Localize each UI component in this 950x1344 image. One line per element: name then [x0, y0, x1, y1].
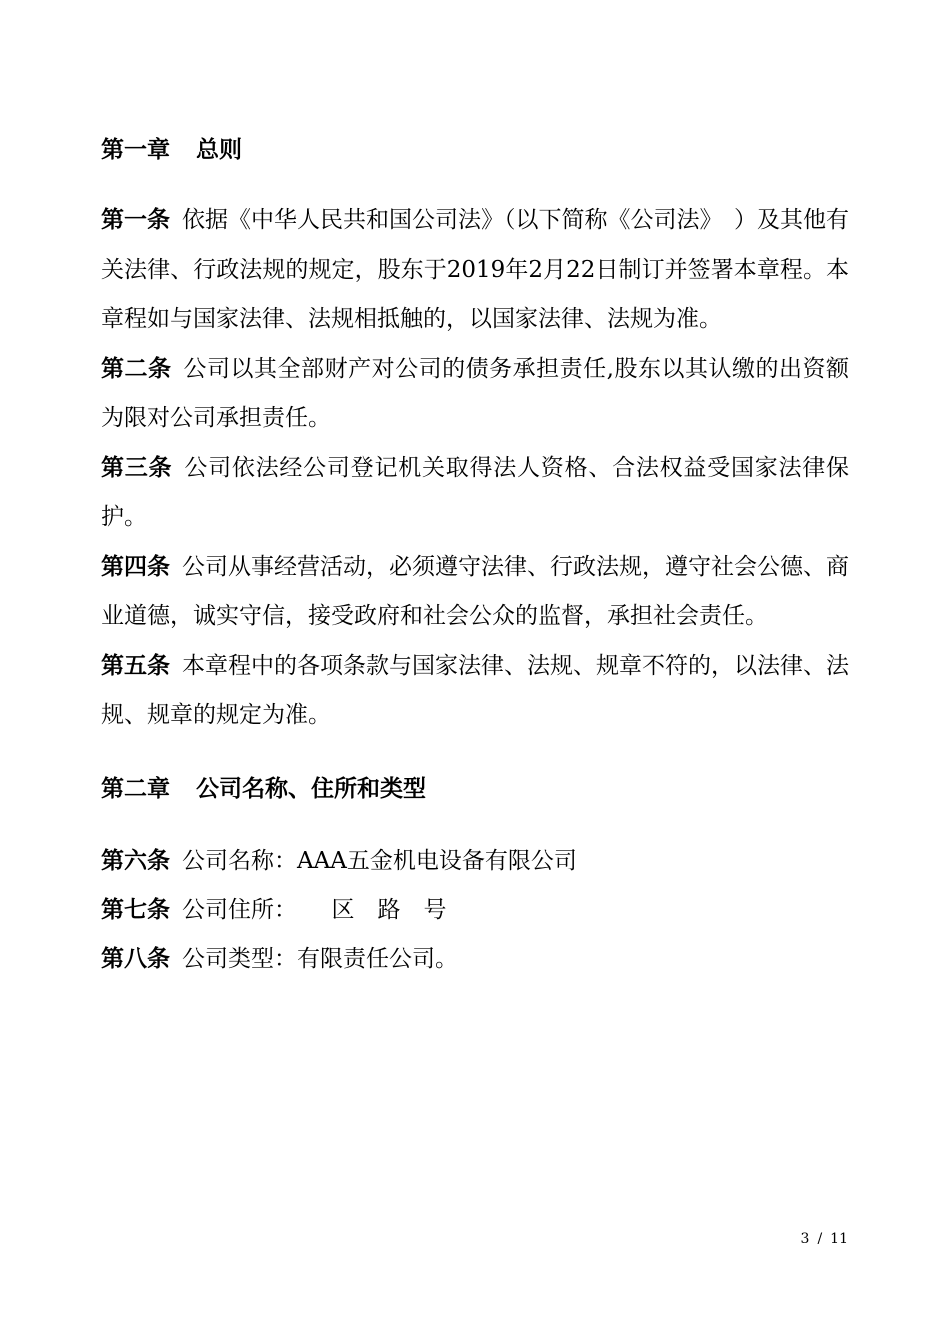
chapter-heading-1 — [101, 128, 849, 172]
article-7 — [101, 886, 849, 935]
article-text: 公司类型：有限责任公司。 — [182, 945, 458, 972]
article-label: 第二条 — [101, 355, 172, 382]
article-label: 第一条 — [101, 207, 170, 233]
article-text: 公司依法经公司登记机关取得法人资格、合法权益受国家法律保护。 — [101, 454, 850, 530]
article-label: 第八条 — [101, 945, 170, 972]
article-text: 公司以其全部财产对公司的债务承担责任,股东以其认缴的出资额为限对公司承担责任。 — [101, 355, 850, 431]
article-text: 本章程中的各项条款与国家法律、法规、规章不符的，以法律、法规、规章的规定为准。 — [101, 652, 849, 728]
article-text: 公司从事经营活动，必须遵守法律、行政法规，遵守社会公德、商业道德，诚实守信，接受政府和社会公众的监督，承担社会责任。 — [101, 553, 849, 629]
article-label: 第六条 — [101, 847, 170, 874]
article-label: 第七条 — [101, 896, 170, 923]
article-8 — [101, 935, 849, 984]
article-4 — [101, 543, 849, 642]
chapter-number: 第二章 — [101, 775, 170, 802]
article-6 — [101, 837, 849, 886]
article-3 — [101, 444, 849, 543]
page-number — [801, 1229, 848, 1249]
current-page: 3 — [800, 1231, 810, 1247]
article-text: 公司住所： 区 路 号 — [182, 896, 447, 923]
page-separator: / — [817, 1231, 823, 1247]
article-text: 依据《中华人民共和国公司法》（以下简称《公司法》 ）及其他有关法律、行政法规的规定，股东于2019年2月22日制订并签署本章程。本章程如与国家法律、法规相抵触的，以国家法律、法规为准。 — [101, 207, 849, 332]
article-label: 第三条 — [101, 454, 173, 481]
article-1 — [101, 196, 849, 345]
chapter-title: 总则 — [196, 137, 242, 163]
article-text: 公司名称：AAA五金机电设备有限公司 — [182, 847, 577, 874]
document-body — [101, 128, 849, 984]
article-2 — [101, 345, 849, 444]
total-pages: 11 — [830, 1231, 848, 1247]
chapter-heading-2 — [101, 767, 849, 811]
chapter-number: 第一章 — [101, 137, 170, 163]
chapter-title: 公司名称、住所和类型 — [196, 775, 426, 802]
article-5 — [101, 642, 849, 741]
article-label: 第五条 — [101, 652, 170, 679]
article-label: 第四条 — [101, 553, 170, 580]
